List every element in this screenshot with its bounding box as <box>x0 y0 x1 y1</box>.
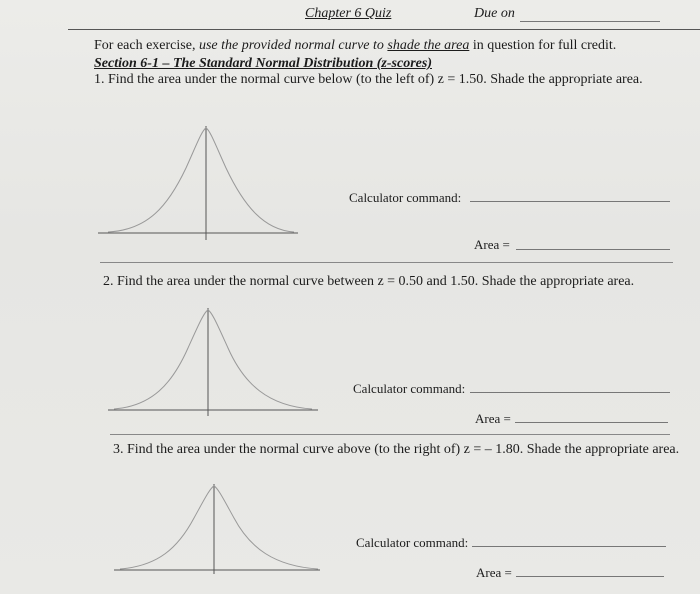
question-2-area-blank[interactable] <box>515 422 668 423</box>
due-label: Due on <box>474 6 515 21</box>
instructions <box>94 38 616 54</box>
section-heading: Section 6-1 – The Standard Normal Distribution (z-scores) <box>94 56 432 71</box>
question-3-text: 3. Find the area under the normal curve above (to the right of) z = – 1.80. Shade the appropriate area. <box>113 442 680 457</box>
question-2-divider <box>110 434 670 435</box>
instructions-underlined: shade the area <box>387 38 470 53</box>
question-2-area-label: Area = <box>475 411 511 426</box>
question-3-calculator-blank[interactable] <box>472 546 666 547</box>
question-3-area-label: Area = <box>476 565 512 580</box>
header-divider <box>68 29 700 30</box>
page-title: Chapter 6 Quiz <box>305 6 392 21</box>
curve-3-bell <box>120 486 318 569</box>
question-2-calculator-blank[interactable] <box>470 392 670 393</box>
instructions-lead: For each exercise, <box>94 38 199 53</box>
question-1-area-blank[interactable] <box>516 249 670 250</box>
question-1-divider <box>100 262 673 263</box>
question-1-calculator-blank[interactable] <box>470 201 670 202</box>
question-2-calculator-label: Calculator command: <box>353 381 466 396</box>
question-3-calculator-label: Calculator command: <box>356 535 469 550</box>
due-date-blank[interactable] <box>520 21 660 22</box>
normal-curve-1[interactable] <box>98 118 298 242</box>
question-2-text: 2. Find the area under the normal curve between z = 0.50 and 1.50. Shade the appropriate area. <box>103 274 635 289</box>
curve-2-bell <box>114 310 312 409</box>
question-1-text: 1. Find the area under the normal curve below (to the left of) z = 1.50. Shade the appropriate area. <box>94 72 643 87</box>
curve-1-bell <box>108 128 294 232</box>
question-3-area-blank[interactable] <box>516 576 664 577</box>
normal-curve-2[interactable] <box>108 300 318 418</box>
normal-curve-3[interactable] <box>114 478 324 578</box>
question-1-calculator-label: Calculator command: <box>349 190 462 205</box>
instructions-italic: use the provided normal curve to <box>198 38 388 53</box>
instructions-tail: in question for full credit. <box>469 38 617 53</box>
question-1-area-label: Area = <box>474 237 510 252</box>
